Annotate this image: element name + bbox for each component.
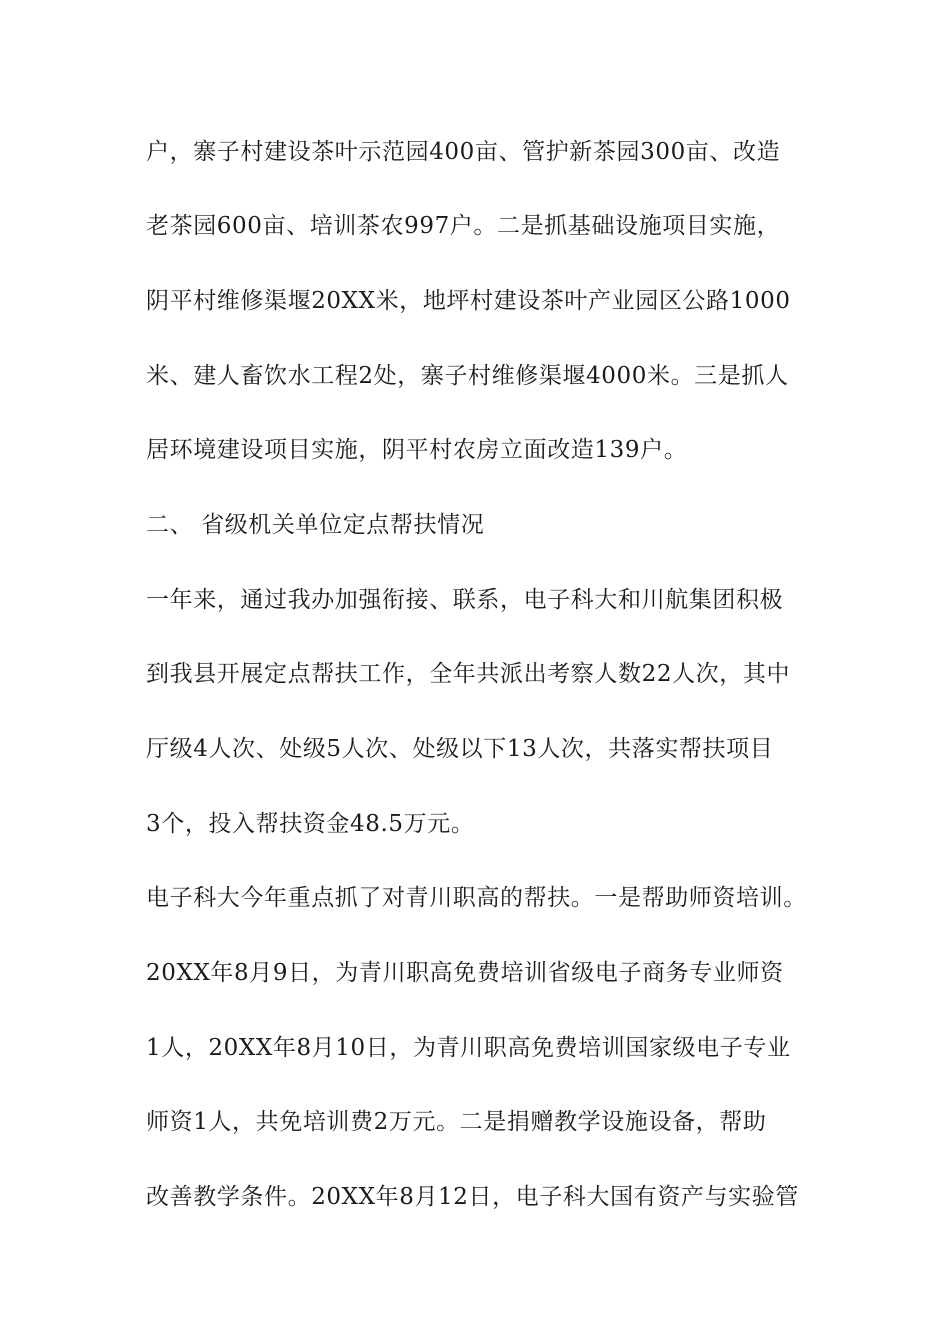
text-line: 师资1人，共免培训费2万元。二是捐赠教学设施设备，帮助 bbox=[146, 1109, 767, 1135]
text-line: 3个，投入帮扶资金48.5万元。 bbox=[146, 811, 475, 837]
text-line: 厅级4人次、处级5人次、处级以下13人次，共落实帮扶项目 bbox=[146, 736, 774, 762]
text-line: 改善教学条件。20XX年8月12日，电子科大国有资产与实验管 bbox=[146, 1184, 799, 1210]
text-line: 1人，20XX年8月10日，为青川职高免费培训国家级电子专业 bbox=[146, 1035, 791, 1061]
text-line: 老茶园600亩、培训茶农997户。二是抓基础设施项目实施， bbox=[146, 213, 781, 239]
text-line: 户，寨子村建设茶叶示范园400亩、管护新茶园300亩、改造 bbox=[146, 139, 781, 165]
text-line: 20XX年8月9日，为青川职高免费培训省级电子商务专业师资 bbox=[146, 960, 784, 986]
text-line: 阴平村维修渠堰20XX米，地坪村建设茶叶产业园区公路1000 bbox=[146, 288, 791, 314]
text-line: 一年来，通过我办加强衔接、联系，电子科大和川航集团积极 bbox=[146, 587, 784, 613]
text-line: 米、建人畜饮水工程2处，寨子村维修渠堰4000米。三是抓人 bbox=[146, 363, 789, 389]
section-heading: 二、 省级机关单位定点帮扶情况 bbox=[146, 512, 485, 538]
text-line: 电子科大今年重点抓了对青川职高的帮扶。一是帮助师资培训。 bbox=[146, 885, 807, 911]
text-line: 居环境建设项目实施，阴平村农房立面改造139户。 bbox=[146, 437, 688, 463]
text-line: 到我县开展定点帮扶工作，全年共派出考察人数22人次，其中 bbox=[146, 661, 791, 687]
